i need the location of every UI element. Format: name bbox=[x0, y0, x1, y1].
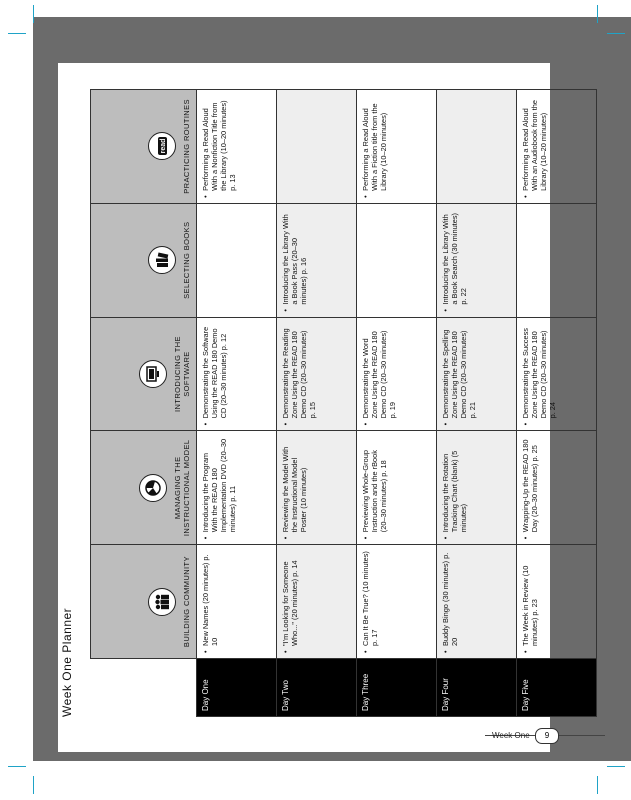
activity-text: Wrapping-Up the READ 180 Day (20–30 minutes) p. 25 bbox=[521, 439, 539, 533]
table-cell: • Can It Be True? (10 minutes) p. 17 bbox=[357, 545, 437, 659]
day-label: Day Three bbox=[357, 659, 437, 717]
column-label: SELECTING BOOKS bbox=[182, 221, 191, 299]
table-row bbox=[357, 90, 437, 717]
activity-text: Demonstrating the Word Zone Using the READ 180 Demo CD (20–30 minutes) p. 19 bbox=[361, 330, 397, 419]
column-label: INTRODUCING THE SOFTWARE bbox=[173, 336, 191, 412]
crop-mark bbox=[33, 776, 34, 794]
activity-text: Demonstrating the Spelling Zone Using the READ 180 Demo CD (20–30 minutes) p. 21 bbox=[441, 329, 477, 419]
table-cell: • Introducing the Program With the READ 180 Implementation DVD (20–30 minutes) p. 11 bbox=[197, 431, 277, 545]
table-cell: • The Week in Review (10 minutes) p. 23 bbox=[517, 545, 597, 659]
activity-text: The Week in Review (10 minutes) p. 23 bbox=[521, 565, 539, 646]
activity-text: New Names (20 minutes) p. 10 bbox=[201, 554, 219, 646]
table-cell: • Previewing Whole-Group Instruction and the rBook (20–30 minutes) p. 18 bbox=[357, 431, 437, 545]
column-header bbox=[91, 545, 197, 659]
page-number: 9 bbox=[535, 728, 559, 744]
table-row bbox=[277, 90, 357, 717]
table-cell: • "I'm Looking for Someone Who..." (20 minutes) p. 14 bbox=[277, 545, 357, 659]
crop-mark bbox=[607, 766, 625, 767]
table-cell: • Reviewing the Model With the Instructional Model Poster (10 minutes) bbox=[277, 431, 357, 545]
planner bbox=[60, 89, 557, 717]
column-header bbox=[91, 90, 197, 204]
crop-mark bbox=[8, 766, 26, 767]
corner-cell bbox=[91, 659, 197, 717]
crop-mark bbox=[8, 33, 26, 34]
pie-chart-icon bbox=[139, 474, 167, 502]
activity-text: Reviewing the Model With the Instructional Model Poster (10 minutes) bbox=[281, 446, 308, 533]
activity-text: Performing a Read Aloud With an Audiobook from the Library (10–20 minutes) bbox=[521, 100, 548, 191]
activity-text: Performing a Read Aloud With a Nonfiction Title from the Library (10–20 minutes) p. 13 bbox=[201, 100, 237, 191]
planner-table bbox=[90, 89, 597, 717]
table-cell: • Performing a Read Aloud With a Nonfiction Title from the Library (10–20 minutes) p. 13 bbox=[197, 90, 277, 204]
day-label: Day One bbox=[197, 659, 277, 717]
page-title: Week One Planner bbox=[60, 607, 74, 717]
table-row bbox=[517, 90, 597, 717]
activity-text: "I'm Looking for Someone Who..." (20 minutes) p. 14 bbox=[281, 560, 299, 646]
table-cell: • Demonstrating the Reading Zone Using the READ 180 Demo CD (20–30 minutes) p. 15 bbox=[277, 317, 357, 431]
table-row bbox=[197, 90, 277, 717]
table-cell: • Performing a Read Aloud With an Audiobook from the Library (10–20 minutes) bbox=[517, 90, 597, 204]
column-header bbox=[91, 317, 197, 431]
table-cell: • Performing a Read Aloud With a Fiction title from the Library (10–20 minutes) bbox=[357, 90, 437, 204]
table-cell bbox=[277, 90, 357, 204]
activity-text: Demonstrating the Software Using the READ 180 Demo CD (20–30 minutes) p. 12 bbox=[201, 326, 228, 419]
activity-text: Introducing the Program With the READ 180 Implementation DVD (20–30 minutes) p. 11 bbox=[201, 438, 237, 533]
books-icon bbox=[148, 246, 176, 274]
table-cell: • Demonstrating the Spelling Zone Using the READ 180 Demo CD (20–30 minutes) p. 21 bbox=[437, 317, 517, 431]
computer-icon bbox=[139, 360, 167, 388]
footer-label: Week One bbox=[492, 731, 530, 740]
table-cell: • Wrapping-Up the READ 180 Day (20–30 minutes) p. 25 bbox=[517, 431, 597, 545]
table-cell: • New Names (20 minutes) p. 10 bbox=[197, 545, 277, 659]
activity-text: Demonstrating the Reading Zone Using the READ 180 Demo CD (20–30 minutes) p. 15 bbox=[281, 328, 317, 419]
column-header bbox=[91, 431, 197, 545]
table-cell: • Buddy Bingo (30 minutes) p. 20 bbox=[437, 545, 517, 659]
activity-text: Buddy Bingo (30 minutes) p. 20 bbox=[441, 552, 459, 646]
crop-mark bbox=[33, 5, 34, 23]
day-label: Day Four bbox=[437, 659, 517, 717]
table-cell bbox=[517, 203, 597, 317]
table-cell bbox=[357, 203, 437, 317]
activity-text: Introducing the Rotation Tracking Chart (blank) (5 minutes) bbox=[441, 450, 468, 533]
read-logo-icon bbox=[148, 132, 176, 160]
day-label: Day Two bbox=[277, 659, 357, 717]
column-label: PRACTICING ROUTINES bbox=[182, 99, 191, 194]
people-icon bbox=[148, 588, 176, 616]
table-cell: • Demonstrating the Word Zone Using the READ 180 Demo CD (20–30 minutes) p. 19 bbox=[357, 317, 437, 431]
header-row bbox=[91, 90, 197, 717]
table-cell: • Introducing the Rotation Tracking Chart (blank) (5 minutes) bbox=[437, 431, 517, 545]
activity-text: Can It Be True? (10 minutes) p. 17 bbox=[361, 551, 379, 646]
table-cell: • Introducing the Library With a Book Search (30 minutes) p. 22 bbox=[437, 203, 517, 317]
table-row bbox=[437, 90, 517, 717]
activity-text: Performing a Read Aloud With a Fiction title from the Library (10–20 minutes) bbox=[361, 103, 388, 191]
crop-mark bbox=[597, 5, 598, 23]
activity-text: Previewing Whole-Group Instruction and the rBook (20–30 minutes) p. 18 bbox=[361, 450, 388, 533]
table-cell: • Demonstrating the Software Using the READ 180 Demo CD (20–30 minutes) p. 12 bbox=[197, 317, 277, 431]
activity-text: Introducing the Library With a Book Pass (20–30 minutes) p. 16 bbox=[281, 214, 308, 305]
activity-text: Demonstrating the Success Zone Using the READ 180 Demo CD (20–30 minutes) p. 24 bbox=[521, 328, 557, 419]
table-cell: • Introducing the Library With a Book Pass (20–30 minutes) p. 16 bbox=[277, 203, 357, 317]
column-label: BUILDING COMMUNITY bbox=[182, 556, 191, 648]
svg-text:read: read bbox=[160, 139, 167, 154]
table-cell bbox=[437, 90, 517, 204]
activity-text: Introducing the Library With a Book Search (30 minutes) p. 22 bbox=[441, 213, 468, 305]
column-label: MANAGING THE INSTRUCTIONAL MODEL bbox=[173, 439, 191, 537]
crop-mark bbox=[597, 776, 598, 794]
table-cell bbox=[197, 203, 277, 317]
day-label: Day Five bbox=[517, 659, 597, 717]
crop-mark bbox=[607, 33, 625, 34]
table-cell: • Demonstrating the Success Zone Using the READ 180 Demo CD (20–30 minutes) p. 24 bbox=[517, 317, 597, 431]
column-header bbox=[91, 203, 197, 317]
